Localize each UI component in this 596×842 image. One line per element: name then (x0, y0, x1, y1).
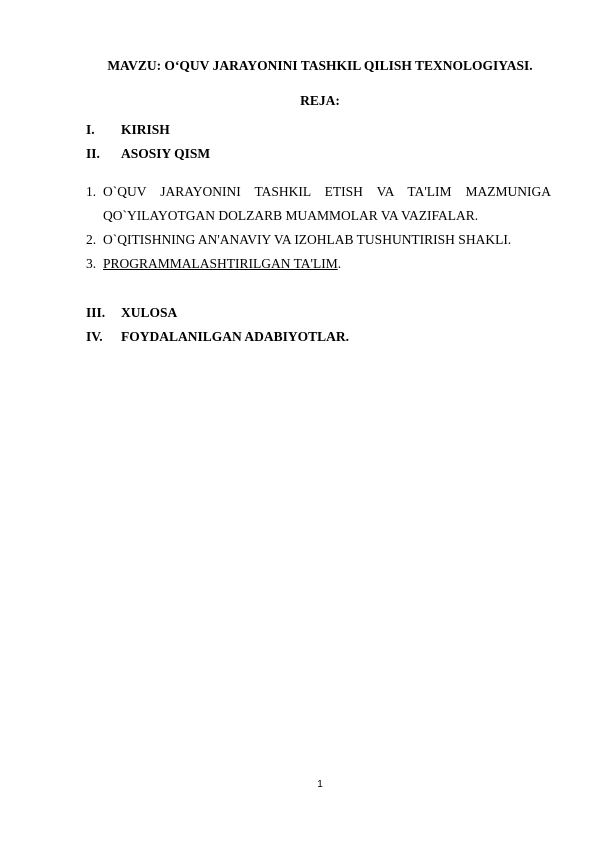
subitem-number: 3. (86, 256, 97, 271)
subitem-text: O`QUV JARAYONINI TASHKIL ETISH VA TA'LIM MAZMUNIGA (103, 184, 551, 199)
subitem-link-text[interactable]: PROGRAMMALASHTIRILGAN TA'LIM (103, 256, 338, 271)
subitem-text-wrapper (103, 256, 341, 272)
section-numeral: III. (86, 305, 106, 320)
subitem-number: 2. (86, 232, 97, 247)
subitem-suffix: . (337, 256, 342, 271)
subitem-1-line-1 (86, 184, 551, 200)
document-title: MAVZU: O‘QUV JARAYONINI TASHKIL QILISH TEXNOLOGIYASI. (107, 58, 533, 73)
subitem-number: 1. (86, 184, 97, 199)
section-label: ASOSIY QISM (121, 146, 211, 161)
section-label: XULOSA (121, 305, 178, 320)
section-numeral: II. (86, 146, 100, 161)
plan-heading: REJA: (300, 93, 340, 108)
subitem-1-line-2: QO`YILAYOTGAN DOLZARB MUAMMOLAR VA VAZIFALAR. (103, 208, 479, 223)
section-label: KIRISH (121, 122, 170, 137)
section-numeral: I. (86, 122, 95, 137)
section-numeral: IV. (86, 329, 103, 344)
section-label: FOYDALANILGAN ADABIYOTLAR. (121, 329, 350, 344)
subitem-text: O`QITISHNING AN'ANAVIY VA IZOHLAB TUSHUNTIRISH SHAKLI. (103, 232, 512, 247)
page-number: 1 (317, 779, 323, 790)
